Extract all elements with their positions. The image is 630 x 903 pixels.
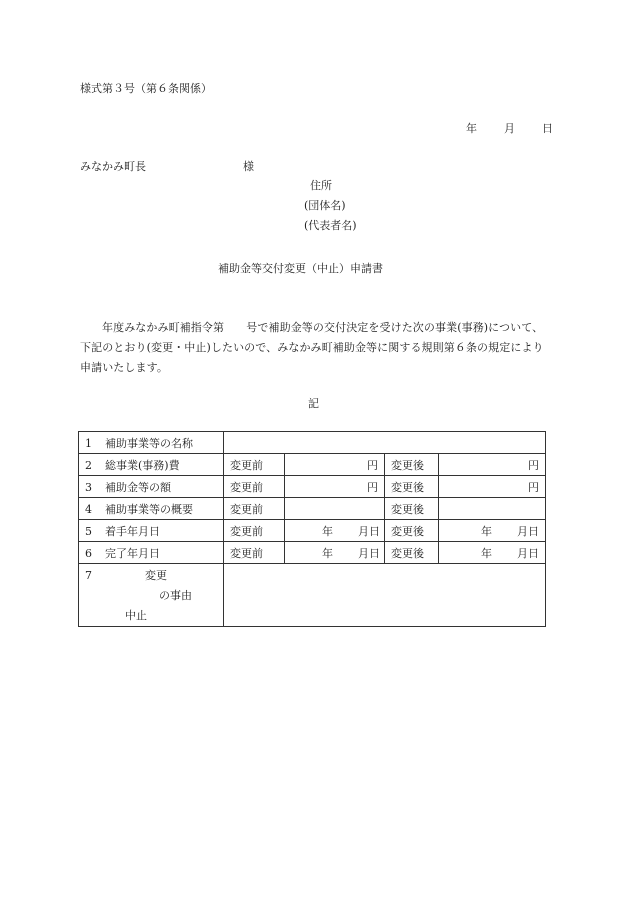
reason-label: 7 変更 の事由 中止	[79, 564, 224, 627]
after-amount-cell[interactable]	[439, 454, 546, 476]
after-label: 変更後	[385, 476, 439, 498]
row-label: 4 補助事業等の概要	[79, 498, 224, 520]
table-row	[79, 432, 546, 454]
yen-unit: 円	[367, 480, 378, 494]
applicant-address-label: 住所	[310, 179, 332, 192]
table-row	[79, 454, 546, 476]
addressee	[80, 160, 254, 174]
yen-unit: 円	[367, 458, 378, 472]
row-label: 1 補助事業等の名称	[79, 432, 224, 454]
body-paragraph: 年度みなかみ町補指令第 号で補助金等の交付決定を受けた次の事業(事務)について、下記のとおり(変更・中止)したいので、みなかみ町補助金等に関する規則第６条の規定により申請いたします。	[80, 321, 544, 374]
table-row	[79, 542, 546, 564]
form-number: 様式第３号（第６条関係）	[80, 82, 212, 95]
row-label: 5 着手年月日	[79, 520, 224, 542]
table-row	[79, 564, 546, 627]
after-value-cell[interactable]	[439, 498, 546, 520]
document-title: 補助金等交付変更（中止）申請書	[218, 262, 383, 275]
before-label: 変更前	[224, 454, 285, 476]
applicant-group-label: (団体名)	[304, 199, 346, 212]
before-value-cell[interactable]	[285, 498, 385, 520]
input-cell[interactable]	[224, 432, 546, 454]
before-date-cell[interactable]: 年 月日	[285, 542, 385, 564]
date-month: 月	[504, 122, 515, 135]
row-label: 6 完了年月日	[79, 542, 224, 564]
table-row	[79, 476, 546, 498]
after-date-cell[interactable]: 年 月日	[439, 542, 546, 564]
yen-unit: 円	[528, 480, 539, 494]
before-amount-cell[interactable]	[285, 454, 385, 476]
table-row	[79, 498, 546, 520]
addressee-honorific: 様	[243, 160, 254, 173]
before-amount-cell[interactable]	[285, 476, 385, 498]
before-date-cell[interactable]: 年 月日	[285, 520, 385, 542]
before-label: 変更前	[224, 542, 285, 564]
before-label: 変更前	[224, 498, 285, 520]
addressee-name: みなかみ町長	[80, 160, 146, 173]
after-amount-cell[interactable]	[439, 476, 546, 498]
items-table	[78, 431, 546, 627]
after-label: 変更後	[385, 520, 439, 542]
yen-unit: 円	[528, 458, 539, 472]
before-label: 変更前	[224, 476, 285, 498]
row-label: 2 総事業(事務)費	[79, 454, 224, 476]
date-year: 年	[466, 122, 477, 135]
before-label: 変更前	[224, 520, 285, 542]
date-day: 日	[542, 122, 553, 135]
ki-heading: 記	[308, 397, 319, 410]
row-label: 3 補助金等の額	[79, 476, 224, 498]
after-date-cell[interactable]: 年 月日	[439, 520, 546, 542]
reason-input-cell[interactable]	[224, 564, 546, 627]
after-label: 変更後	[385, 498, 439, 520]
date-line	[466, 122, 553, 136]
applicant-representative-label: (代表者名)	[304, 219, 357, 232]
after-label: 変更後	[385, 454, 439, 476]
table-row	[79, 520, 546, 542]
after-label: 変更後	[385, 542, 439, 564]
